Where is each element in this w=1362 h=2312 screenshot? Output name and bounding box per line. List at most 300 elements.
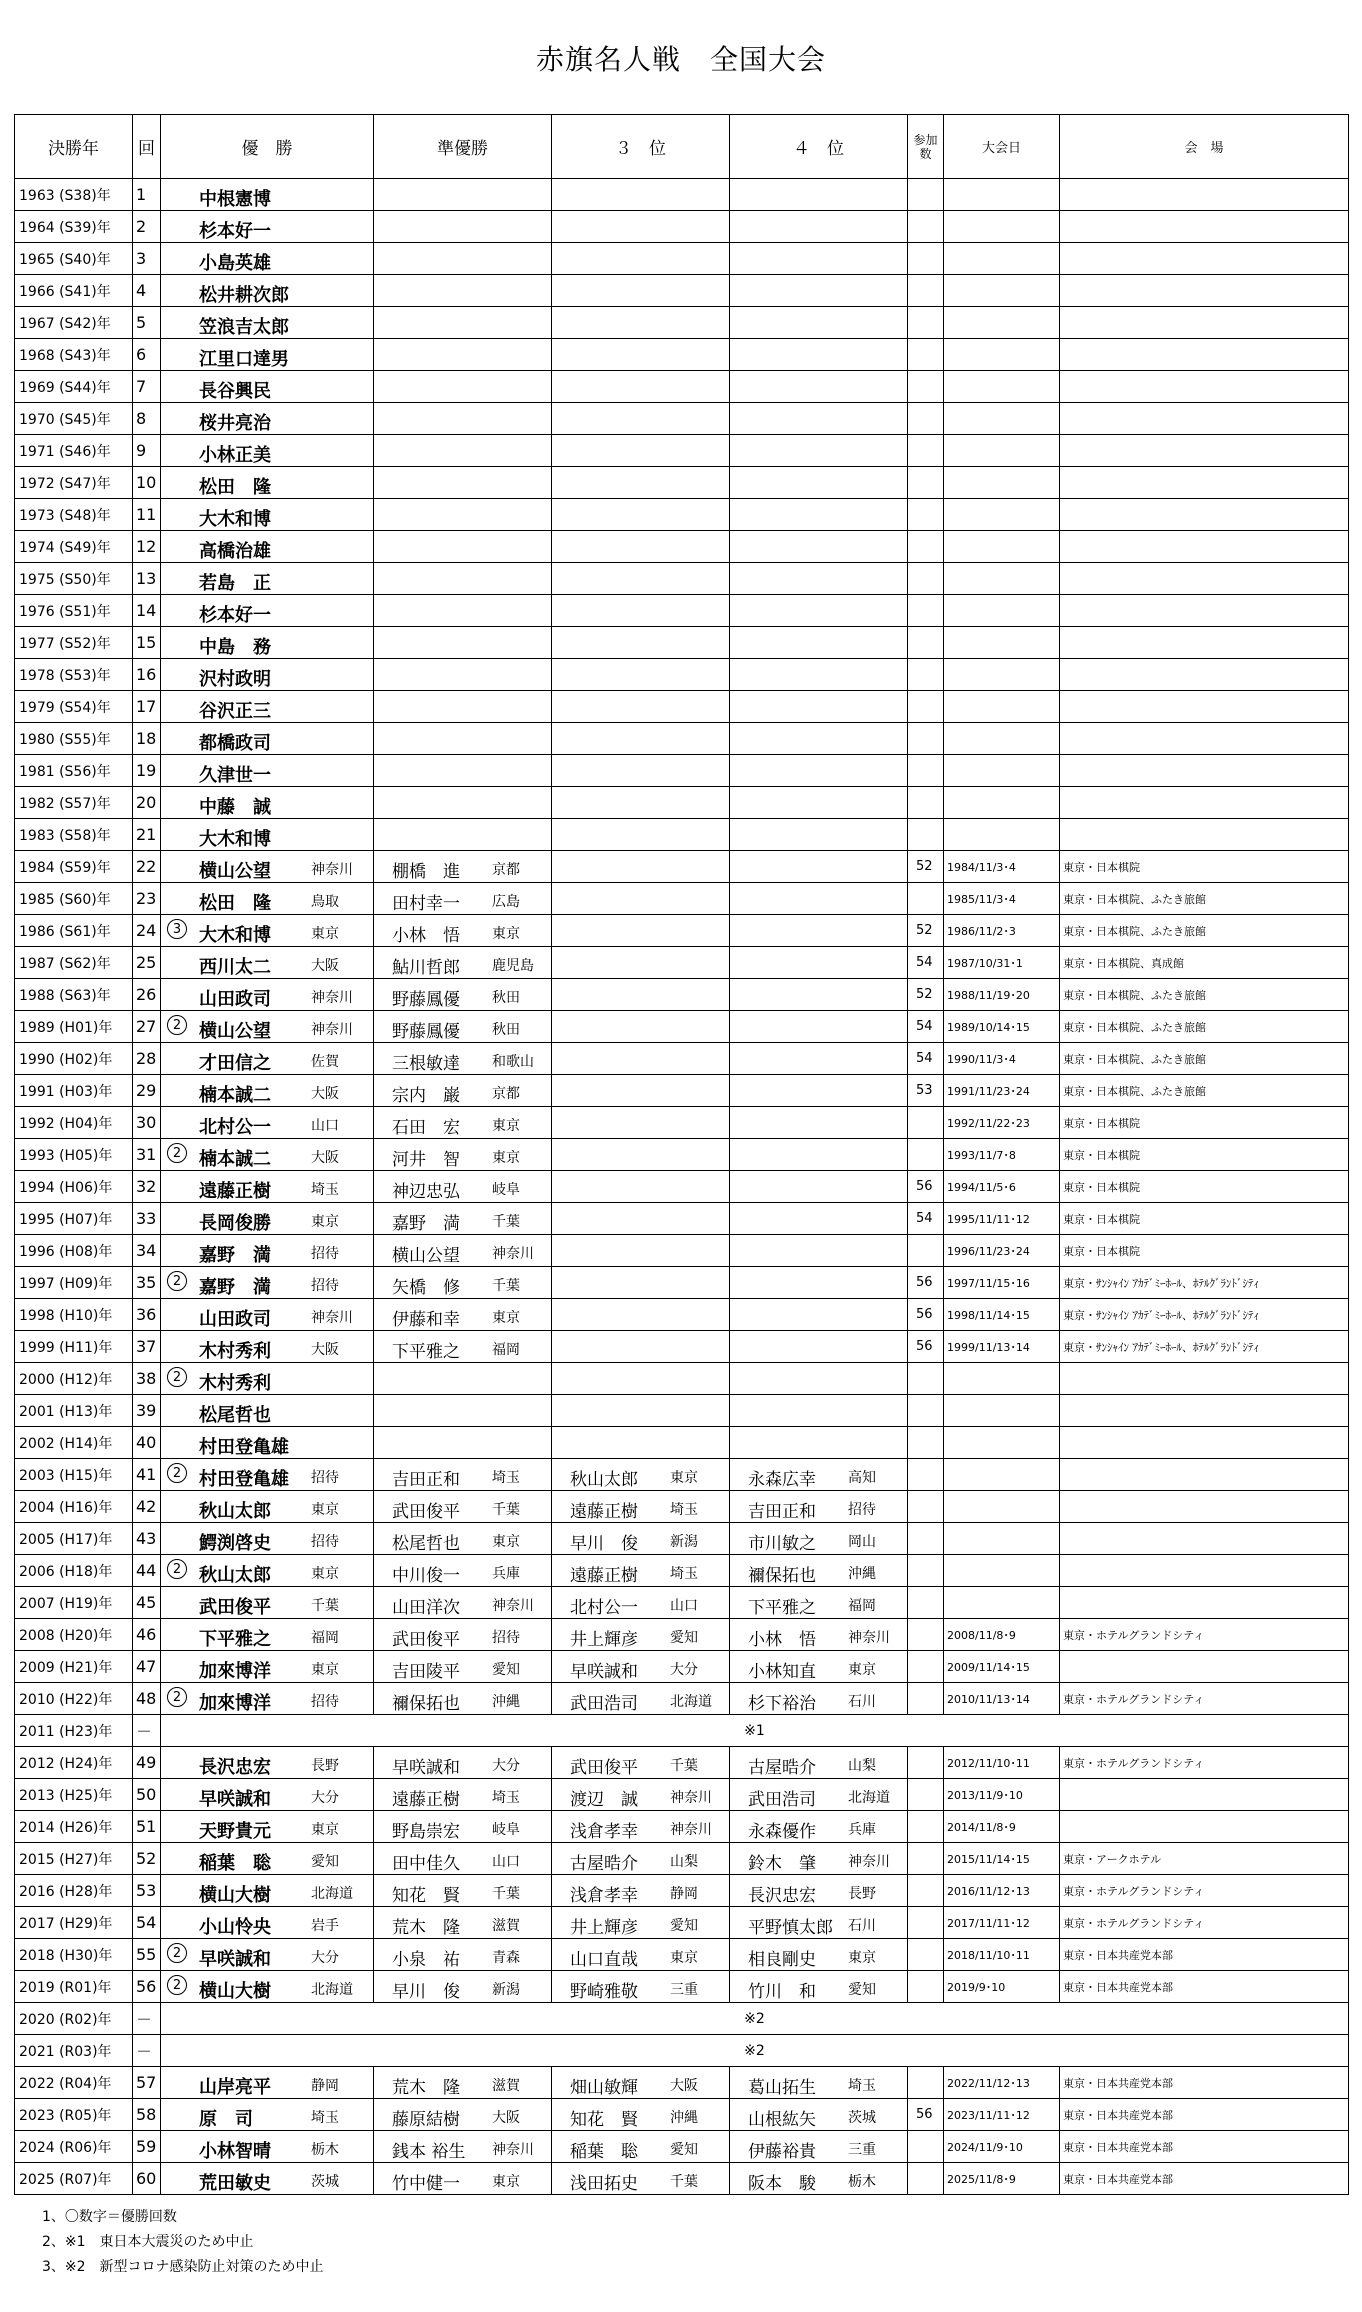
fourth-place-cell: [730, 787, 908, 819]
third-place-cell: [552, 467, 730, 499]
round-cell: 10: [133, 467, 161, 499]
third-place-prefecture: 埼玉: [670, 1502, 698, 1518]
year-cell: 2019 (R01)年: [15, 1971, 133, 2003]
winner-prefecture: 北海道: [311, 1886, 353, 1902]
venue-cell: 東京・日本棋院、真成館: [1060, 947, 1349, 979]
table-row: [15, 1619, 1349, 1651]
runner-up-prefecture: 和歌山: [492, 1054, 534, 1070]
runner-up-name: 野島崇宏: [392, 1822, 460, 1842]
date-cell: 1996/11/23･24: [944, 1235, 1060, 1267]
third-place-cell: [552, 755, 730, 787]
runner-up-wrap: [374, 883, 551, 914]
winner-name: 江里口達男: [199, 349, 289, 370]
fourth-place-prefecture: 岡山: [848, 1534, 876, 1550]
venue-cell: 東京・日本共産党本部: [1060, 2099, 1349, 2131]
date-cell: [944, 691, 1060, 723]
date-cell: [944, 1555, 1060, 1587]
third-place-cell: [552, 659, 730, 691]
winner-prefecture: 埼玉: [311, 1182, 339, 1198]
fourth-place-cell: [730, 1363, 908, 1395]
fourth-place-cell: [730, 1683, 908, 1715]
runner-up-cell: [374, 1459, 552, 1491]
winner-prefecture: 大分: [311, 1790, 339, 1806]
fourth-place-wrap: [730, 1491, 907, 1522]
date-cell: 1999/11/13･14: [944, 1331, 1060, 1363]
winner-name: 大木和博: [199, 829, 271, 850]
winner-cell: [161, 1139, 374, 1171]
round-cell: 9: [133, 435, 161, 467]
winner-cell: [161, 1171, 374, 1203]
winner-cell: [161, 371, 374, 403]
runner-up-wrap: [374, 1747, 551, 1778]
round-cell: 58: [133, 2099, 161, 2131]
date-cell: 2022/11/12･13: [944, 2067, 1060, 2099]
third-place-cell: [552, 1331, 730, 1363]
runner-up-prefecture: 東京: [492, 1118, 520, 1134]
round-cell: 18: [133, 723, 161, 755]
table-row: [15, 2131, 1349, 2163]
third-place-cell: [552, 1651, 730, 1683]
winner-wrap: [161, 1587, 373, 1618]
participants-cell: 56: [908, 1299, 944, 1331]
winner-name: 早咲誠和: [199, 1789, 271, 1810]
winner-name: 中根憲博: [199, 189, 271, 210]
year-cell: 1995 (H07)年: [15, 1203, 133, 1235]
fourth-place-cell: [730, 1331, 908, 1363]
fourth-place-prefecture: 北海道: [848, 1790, 890, 1806]
winner-cell: [161, 1459, 374, 1491]
winner-cell: [161, 1619, 374, 1651]
runner-up-prefecture: 東京: [492, 1150, 520, 1166]
fourth-place-cell: [730, 819, 908, 851]
winner-name: 松井耕次郎: [199, 285, 289, 306]
date-cell: [944, 1459, 1060, 1491]
year-cell: 1971 (S46)年: [15, 435, 133, 467]
date-cell: [944, 819, 1060, 851]
third-place-prefecture: 愛知: [670, 1630, 698, 1646]
year-cell: 2016 (H28)年: [15, 1875, 133, 1907]
fourth-place-wrap: [730, 1779, 907, 1810]
win-count-circle: 2: [167, 1975, 187, 1995]
venue-cell: 東京・日本棋院、ふたき旅館: [1060, 883, 1349, 915]
winner-cell: [161, 1363, 374, 1395]
year-cell: 1973 (S48)年: [15, 499, 133, 531]
third-place-cell: [552, 1363, 730, 1395]
runner-up-cell: [374, 211, 552, 243]
third-place-prefecture: 千葉: [670, 2174, 698, 2190]
winner-wrap: [161, 1299, 373, 1330]
winner-prefecture: 東京: [311, 1822, 339, 1838]
fourth-place-name: 平野慎太郎: [748, 1918, 833, 1938]
fourth-place-cell: [730, 179, 908, 211]
fourth-place-prefecture: 埼玉: [848, 2078, 876, 2094]
winner-name: 谷沢正三: [199, 701, 271, 722]
year-cell: 1964 (S39)年: [15, 211, 133, 243]
fourth-place-name: 古屋晧介: [748, 1758, 816, 1778]
round-cell: 36: [133, 1299, 161, 1331]
runner-up-cell: [374, 723, 552, 755]
winner-cell: [161, 243, 374, 275]
participants-cell: [908, 1939, 944, 1971]
date-cell: [944, 371, 1060, 403]
winner-cell: [161, 435, 374, 467]
winner-wrap: [161, 1427, 373, 1458]
table-row: [15, 1075, 1349, 1107]
date-cell: 1993/11/7･8: [944, 1139, 1060, 1171]
cancel-note: ※2: [161, 2003, 1349, 2035]
fourth-place-cell: [730, 1651, 908, 1683]
fourth-place-cell: [730, 659, 908, 691]
table-row: [15, 2003, 1349, 2035]
winner-wrap: [161, 595, 373, 626]
winner-wrap: [161, 211, 373, 242]
runner-up-cell: [374, 339, 552, 371]
round-cell: 45: [133, 1587, 161, 1619]
winner-cell: [161, 2163, 374, 2195]
third-place-cell: [552, 531, 730, 563]
date-cell: [944, 1363, 1060, 1395]
winner-name: 大木和博: [199, 509, 271, 530]
round-cell: 47: [133, 1651, 161, 1683]
winner-cell: [161, 1811, 374, 1843]
year-cell: 1970 (S45)年: [15, 403, 133, 435]
date-cell: [944, 659, 1060, 691]
winner-cell: [161, 1939, 374, 1971]
winner-wrap: [161, 1363, 373, 1394]
participants-cell: [908, 659, 944, 691]
fourth-place-wrap: [730, 1651, 907, 1682]
fourth-place-name: 禰保拓也: [748, 1566, 816, 1586]
venue-cell: [1060, 307, 1349, 339]
round-cell: 57: [133, 2067, 161, 2099]
winner-wrap: [161, 1171, 373, 1202]
year-cell: 1993 (H05)年: [15, 1139, 133, 1171]
round-cell: 48: [133, 1683, 161, 1715]
date-cell: [944, 563, 1060, 595]
winner-prefecture: 北海道: [311, 1982, 353, 1998]
table-row: [15, 1043, 1349, 1075]
third-place-cell: [552, 1683, 730, 1715]
winner-cell: [161, 1907, 374, 1939]
winner-cell: [161, 915, 374, 947]
round-cell: 42: [133, 1491, 161, 1523]
participants-cell: [908, 531, 944, 563]
runner-up-cell: [374, 979, 552, 1011]
fourth-place-name: 相良剛史: [748, 1950, 816, 1970]
runner-up-cell: [374, 1939, 552, 1971]
participants-cell: 52: [908, 915, 944, 947]
third-place-prefecture: 三重: [670, 1982, 698, 1998]
date-cell: [944, 1427, 1060, 1459]
winner-prefecture: 招待: [311, 1246, 339, 1262]
runner-up-cell: [374, 563, 552, 595]
date-cell: [944, 1395, 1060, 1427]
year-cell: 1977 (S52)年: [15, 627, 133, 659]
runner-up-name: 荒木 隆: [392, 1918, 460, 1938]
winner-name: 楠本誠二: [199, 1149, 271, 1170]
fourth-place-cell: [730, 627, 908, 659]
runner-up-name: 武田俊平: [392, 1502, 460, 1522]
venue-cell: [1060, 1459, 1349, 1491]
runner-up-wrap: [374, 1267, 551, 1298]
winner-prefecture: 東京: [311, 1502, 339, 1518]
page-title: 赤旗名人戦 全国大会: [535, 43, 826, 76]
winner-wrap: [161, 2099, 373, 2130]
year-cell: 2017 (H29)年: [15, 1907, 133, 1939]
winner-cell: [161, 1651, 374, 1683]
winner-wrap: [161, 339, 373, 370]
winner-wrap: [161, 1139, 373, 1170]
winner-name: 笠浪吉太郎: [199, 317, 289, 338]
year-cell: 2024 (R06)年: [15, 2131, 133, 2163]
participants-cell: 56: [908, 1171, 944, 1203]
participants-cell: [908, 1971, 944, 2003]
runner-up-cell: [374, 179, 552, 211]
runner-up-name: 田中佳久: [392, 1854, 460, 1874]
round-cell: 7: [133, 371, 161, 403]
winner-name: 稲葉 聡: [199, 1853, 271, 1874]
third-place-cell: [552, 1619, 730, 1651]
third-place-wrap: [552, 1523, 729, 1554]
winner-name: 松尾哲也: [199, 1405, 271, 1426]
runner-up-wrap: [374, 1459, 551, 1490]
round-cell: 12: [133, 531, 161, 563]
fourth-place-cell: [730, 243, 908, 275]
year-cell: 2005 (H17)年: [15, 1523, 133, 1555]
runner-up-cell: [374, 1491, 552, 1523]
fourth-place-name: 小林 悟: [748, 1630, 816, 1650]
winner-cell: [161, 339, 374, 371]
winner-cell: [161, 755, 374, 787]
winner-cell: [161, 595, 374, 627]
date-cell: [944, 787, 1060, 819]
runner-up-prefecture: 岐阜: [492, 1182, 520, 1198]
venue-cell: [1060, 467, 1349, 499]
date-cell: [944, 531, 1060, 563]
runner-up-cell: [374, 1235, 552, 1267]
fourth-place-name: 小林知直: [748, 1662, 816, 1682]
third-place-prefecture: 神奈川: [670, 1790, 712, 1806]
year-cell: 1974 (S49)年: [15, 531, 133, 563]
year-cell: 1983 (S58)年: [15, 819, 133, 851]
participants-cell: [908, 1459, 944, 1491]
participants-cell: [908, 883, 944, 915]
participants-cell: [908, 499, 944, 531]
winner-name: 北村公一: [199, 1117, 271, 1138]
date-cell: [944, 723, 1060, 755]
runner-up-prefecture: 兵庫: [492, 1566, 520, 1582]
fourth-place-wrap: [730, 1747, 907, 1778]
venue-cell: [1060, 371, 1349, 403]
table-row: [15, 1491, 1349, 1523]
venue-cell: 東京・日本棋院、ふたき旅館: [1060, 979, 1349, 1011]
winner-prefecture: 静岡: [311, 2078, 339, 2094]
runner-up-name: 下平雅之: [392, 1342, 460, 1362]
third-place-cell: [552, 307, 730, 339]
winner-cell: [161, 531, 374, 563]
fourth-place-cell: [730, 595, 908, 627]
third-place-prefecture: 埼玉: [670, 1566, 698, 1582]
date-cell: 2016/11/12･13: [944, 1875, 1060, 1907]
round-cell: 19: [133, 755, 161, 787]
third-place-wrap: [552, 1555, 729, 1586]
round-cell: 21: [133, 819, 161, 851]
runner-up-name: 石田 宏: [392, 1118, 460, 1138]
date-cell: 1984/11/3･4: [944, 851, 1060, 883]
participants-cell: [908, 1427, 944, 1459]
runner-up-cell: [374, 1299, 552, 1331]
round-cell: 4: [133, 275, 161, 307]
results-table: [14, 114, 1349, 2195]
round-cell: 40: [133, 1427, 161, 1459]
date-cell: [944, 435, 1060, 467]
winner-cell: [161, 691, 374, 723]
winner-wrap: [161, 275, 373, 306]
third-place-wrap: [552, 1491, 729, 1522]
venue-cell: 東京・日本棋院、ふたき旅館: [1060, 1011, 1349, 1043]
third-place-cell: [552, 1171, 730, 1203]
runner-up-name: 野藤鳳優: [392, 1022, 460, 1042]
participants-cell: [908, 1587, 944, 1619]
date-cell: [944, 243, 1060, 275]
runner-up-wrap: [374, 1971, 551, 2002]
table-row: [15, 435, 1349, 467]
winner-cell: [161, 403, 374, 435]
third-place-name: 知花 賢: [570, 2110, 638, 2130]
winner-cell: [161, 275, 374, 307]
winner-name: 西川太二: [199, 957, 271, 978]
table-row: [15, 467, 1349, 499]
third-place-prefecture: 東京: [670, 1470, 698, 1486]
table-row: [15, 1811, 1349, 1843]
runner-up-prefecture: 大分: [492, 1758, 520, 1774]
winner-name: 中島 務: [199, 637, 271, 658]
runner-up-cell: [374, 1619, 552, 1651]
venue-cell: [1060, 1779, 1349, 1811]
winner-name: 秋山太郎: [199, 1501, 271, 1522]
winner-name: 才田信之: [199, 1053, 271, 1074]
year-cell: 1972 (S47)年: [15, 467, 133, 499]
date-cell: 2018/11/10･11: [944, 1939, 1060, 1971]
date-cell: [944, 755, 1060, 787]
winner-wrap: [161, 243, 373, 274]
table-row: [15, 243, 1349, 275]
winner-cell: [161, 1011, 374, 1043]
third-place-name: 浅倉孝幸: [570, 1886, 638, 1906]
venue-cell: [1060, 403, 1349, 435]
winner-prefecture: 大阪: [311, 1086, 339, 1102]
winner-prefecture: 神奈川: [311, 862, 353, 878]
winner-wrap: [161, 819, 373, 850]
round-cell: 59: [133, 2131, 161, 2163]
venue-cell: [1060, 563, 1349, 595]
footnote: 3、※2 新型コロナ感染防止対策のため中止: [42, 2259, 324, 2275]
winner-wrap: [161, 1747, 373, 1778]
venue-cell: 東京・ホテルグランドシティ: [1060, 1907, 1349, 1939]
participants-cell: [908, 1843, 944, 1875]
venue-cell: [1060, 1651, 1349, 1683]
header-kai: 回: [133, 115, 161, 179]
year-cell: 2015 (H27)年: [15, 1843, 133, 1875]
winner-wrap: [161, 1651, 373, 1682]
third-place-name: 遠藤正樹: [570, 1502, 638, 1522]
year-cell: 2000 (H12)年: [15, 1363, 133, 1395]
fourth-place-name: 杉下裕治: [748, 1694, 816, 1714]
fourth-place-wrap: [730, 1971, 907, 2002]
fourth-place-cell: [730, 211, 908, 243]
runner-up-prefecture: 東京: [492, 1310, 520, 1326]
year-cell: 1991 (H03)年: [15, 1075, 133, 1107]
table-row: [15, 499, 1349, 531]
runner-up-cell: [374, 883, 552, 915]
third-place-cell: [552, 339, 730, 371]
winner-wrap: [161, 691, 373, 722]
runner-up-wrap: [374, 1683, 551, 1714]
winner-prefecture: 招待: [311, 1534, 339, 1550]
participants-cell: [908, 1779, 944, 1811]
winner-wrap: [161, 979, 373, 1010]
venue-cell: 東京・日本棋院、ふたき旅館: [1060, 1043, 1349, 1075]
runner-up-prefecture: 沖縄: [492, 1694, 520, 1710]
participants-cell: [908, 1747, 944, 1779]
year-cell: 1976 (S51)年: [15, 595, 133, 627]
date-cell: [944, 1491, 1060, 1523]
date-cell: [944, 467, 1060, 499]
winner-prefecture: 茨城: [311, 2174, 339, 2190]
year-cell: 2008 (H20)年: [15, 1619, 133, 1651]
winner-name: 原 司: [199, 2109, 253, 2130]
fourth-place-cell: [730, 1043, 908, 1075]
table-row: [15, 979, 1349, 1011]
runner-up-wrap: [374, 979, 551, 1010]
participants-cell: [908, 819, 944, 851]
winner-name: 小島英雄: [199, 253, 271, 274]
winner-prefecture: 岩手: [311, 1918, 339, 1934]
year-cell: 1968 (S43)年: [15, 339, 133, 371]
third-place-cell: [552, 1939, 730, 1971]
fourth-place-cell: [730, 1747, 908, 1779]
winner-wrap: [161, 1875, 373, 1906]
runner-up-cell: [374, 1427, 552, 1459]
winner-name: 高橋治雄: [199, 541, 271, 562]
runner-up-cell: [374, 755, 552, 787]
table-row: [15, 275, 1349, 307]
venue-cell: [1060, 179, 1349, 211]
table-row: [15, 1907, 1349, 1939]
venue-cell: 東京・日本共産党本部: [1060, 1939, 1349, 1971]
runner-up-name: 河井 智: [392, 1150, 460, 1170]
winner-name: 秋山太郎: [199, 1565, 271, 1586]
year-cell: 1963 (S38)年: [15, 179, 133, 211]
winner-prefecture: 招待: [311, 1278, 339, 1294]
round-cell: 2: [133, 211, 161, 243]
year-cell: 2006 (H18)年: [15, 1555, 133, 1587]
runner-up-wrap: [374, 1331, 551, 1362]
runner-up-cell: [374, 595, 552, 627]
third-place-cell: [552, 691, 730, 723]
third-place-cell: [552, 1011, 730, 1043]
table-row: [15, 179, 1349, 211]
fourth-place-prefecture: 兵庫: [848, 1822, 876, 1838]
winner-wrap: [161, 2067, 373, 2098]
winner-wrap: [161, 627, 373, 658]
date-cell: [944, 627, 1060, 659]
runner-up-cell: [374, 1651, 552, 1683]
year-cell: 2021 (R03)年: [15, 2035, 133, 2067]
table-row: [15, 851, 1349, 883]
fourth-place-cell: [730, 1523, 908, 1555]
round-cell: －: [133, 1715, 161, 1747]
